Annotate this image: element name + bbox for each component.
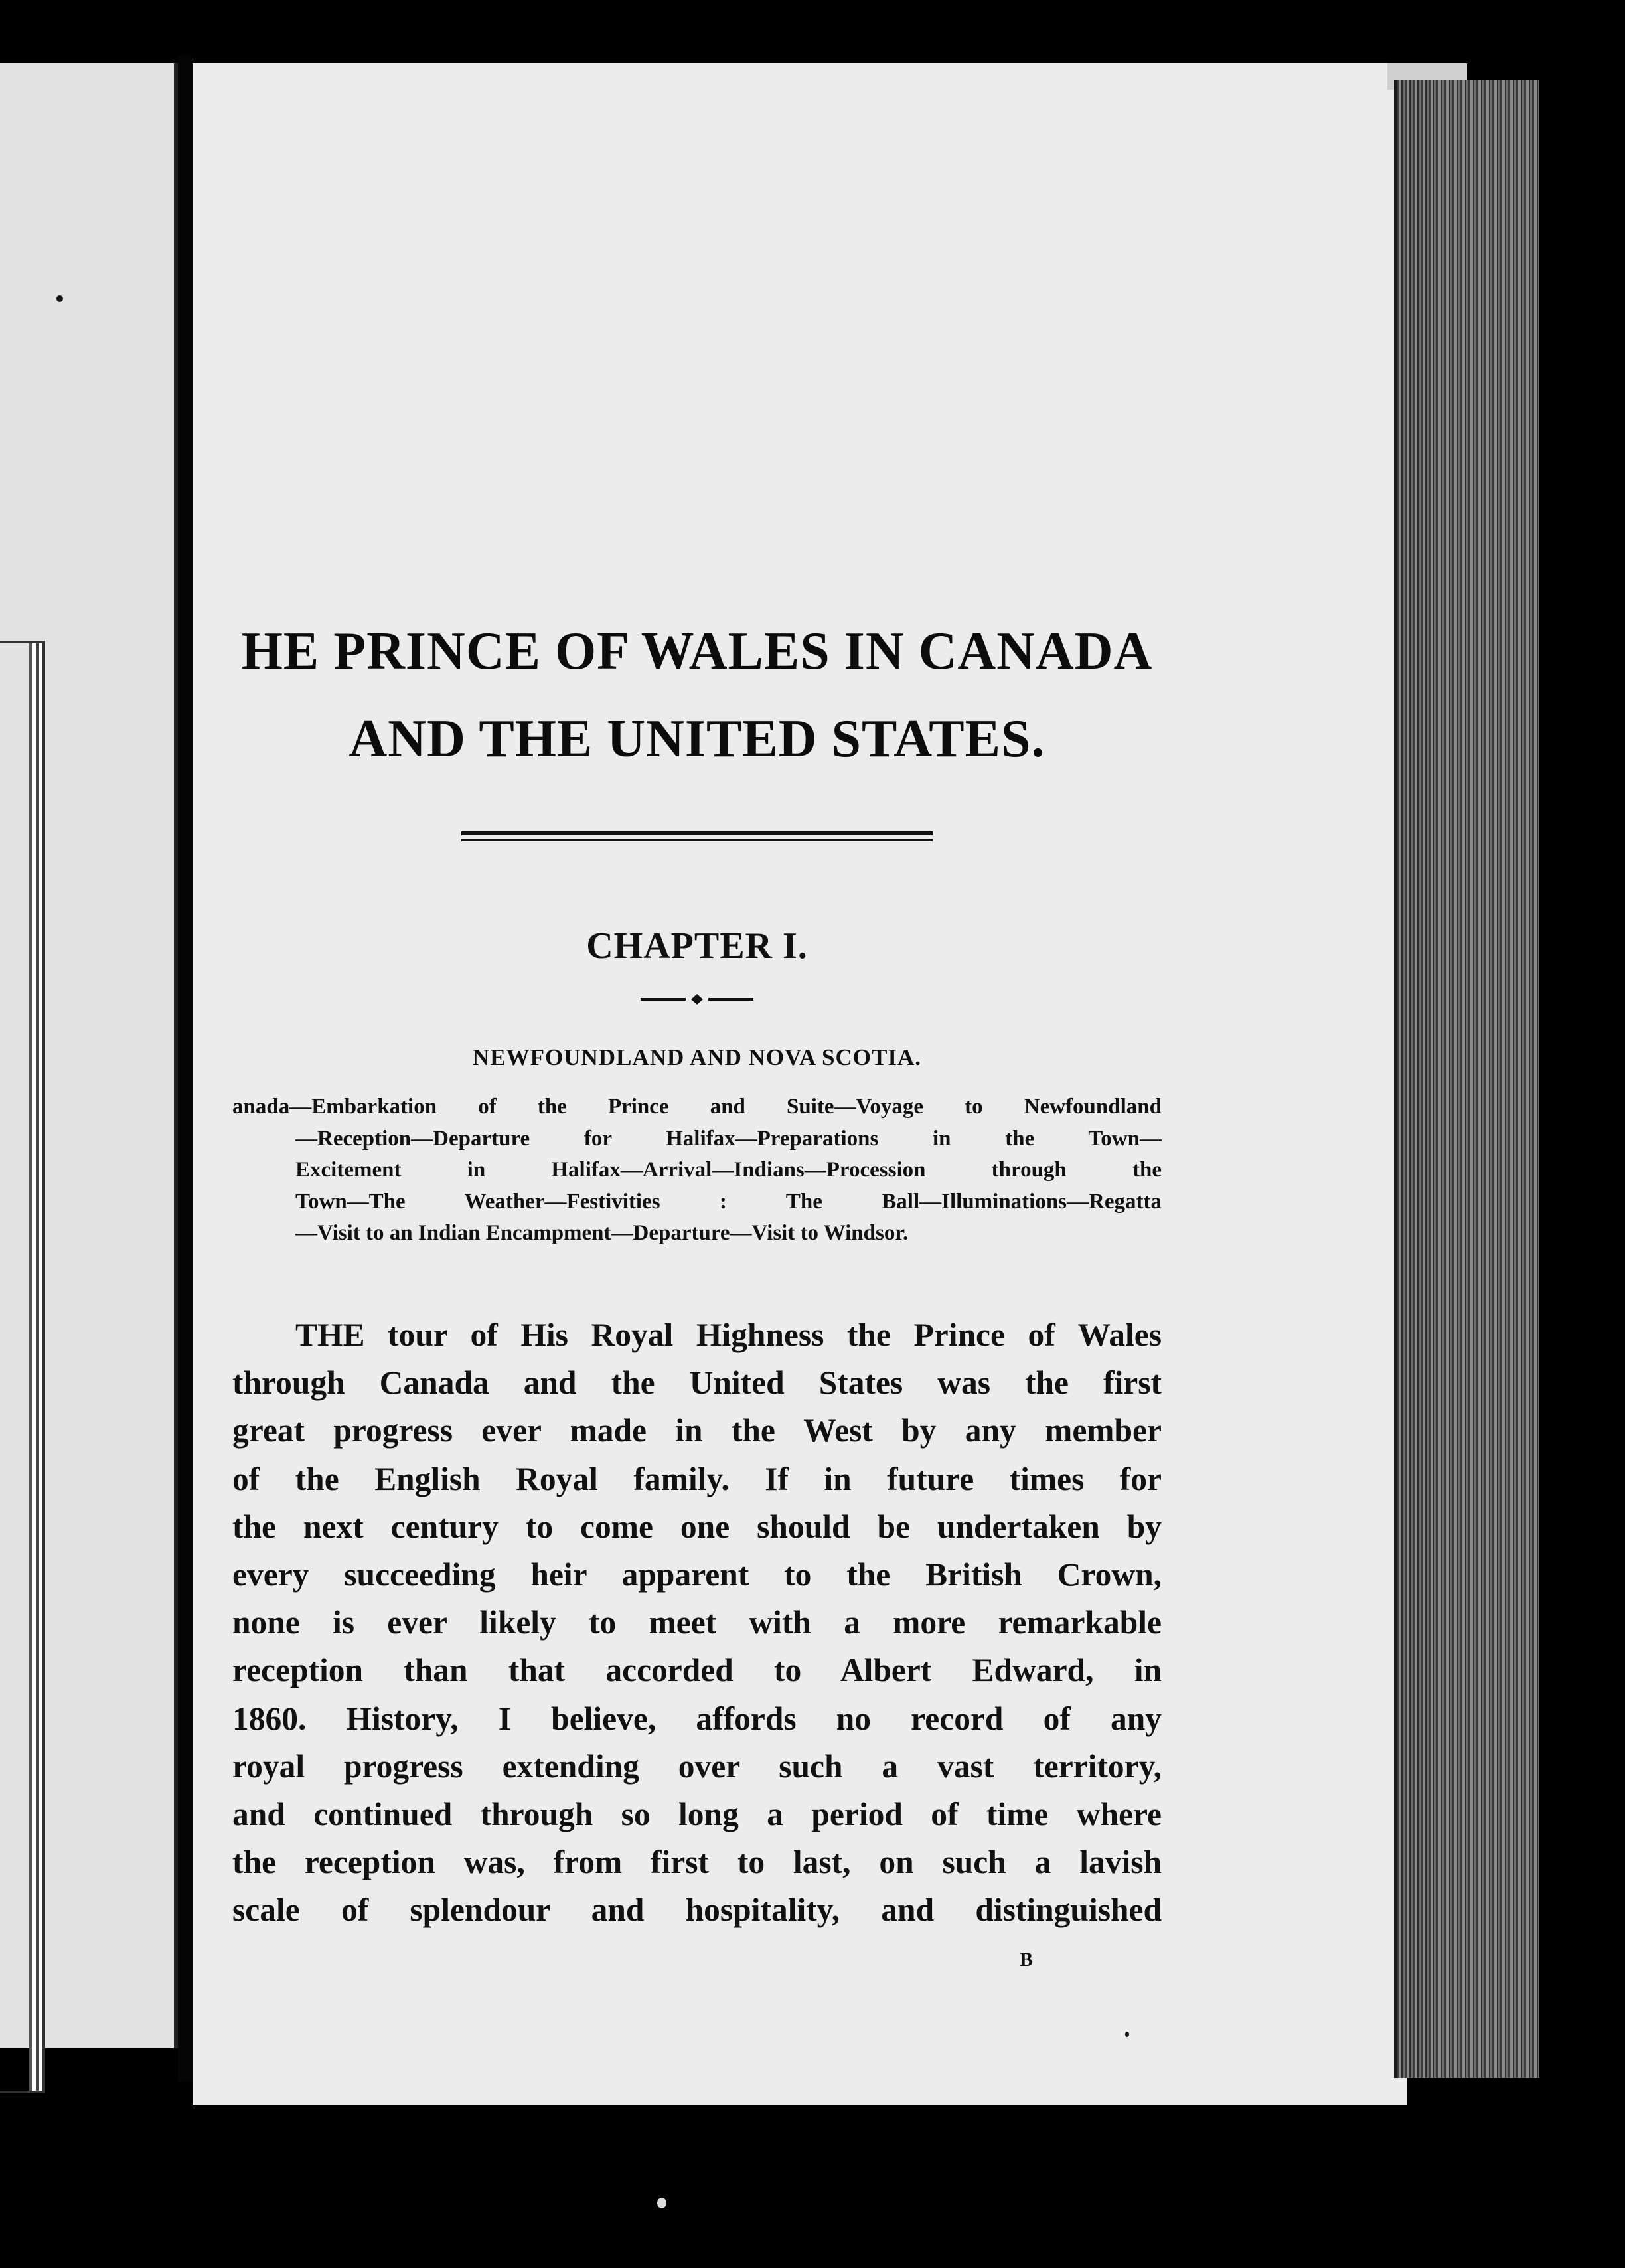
ink-speck [56,295,63,302]
synopsis-line: anada—Embarkation of the Prince and Suite—Voyage to Newfoundland [232,1095,1162,1119]
body-line: every succeeding heir apparent to the British Crown, [232,1556,1162,1593]
body-line: reception than that accorded to Albert Edward, in [232,1652,1162,1689]
facing-page [0,63,178,2048]
synopsis-line: —Visit to an Indian Encampment—Departure—Visit to Windsor. [295,1221,909,1245]
body-line: of the English Royal family. If in future times for [232,1460,1162,1497]
section-title: NEWFOUNDLAND AND NOVA SCOTIA. [473,1044,921,1070]
title-rule-thick [461,831,933,835]
book-title [232,608,1162,783]
body-line: the next century to come one should be undertaken by [232,1508,1162,1545]
body-line: through Canada and the United States was the first [232,1364,1162,1402]
body-line: THE tour of His Royal Highness the Prince of Wales [295,1317,1162,1353]
body-line: and continued through so long a period of time where [232,1795,1162,1832]
title-rule-thin [461,839,933,841]
body-line: the reception was, from first to last, on such a lavish [232,1844,1162,1881]
synopsis-line: Town—The Weather—Festivities : The Ball—Illuminations—Regatta [295,1189,1162,1214]
body-line: none is ever likely to meet with a more remarkable [232,1604,1162,1641]
body-line: great progress ever made in the West by any member [232,1412,1162,1449]
chapter-heading: CHAPTER I. [586,926,808,967]
book-gutter [178,56,193,2081]
book-title-line-2: AND THE UNITED STATES. [348,710,1045,768]
page-content [232,0,1162,2268]
body-line: royal progress extending over such a vast territory, [232,1747,1162,1785]
body-paragraph [232,1311,1162,1934]
ornament-divider-icon [641,993,753,1006]
facing-page-border-frame [0,641,45,2093]
chapter-synopsis [232,1092,1162,1250]
body-line: scale of splendour and hospitality, and distinguished [232,1892,1162,1929]
synopsis-line: —Reception—Departure for Halifax—Preparations in the Town— [295,1126,1162,1151]
body-line: 1860. History, I believe, affords no record of any [232,1700,1162,1737]
book-title-line-1: HE PRINCE OF WALES IN CANADA [241,622,1153,681]
signature-mark: B [1020,1949,1034,1971]
synopsis-line: Excitement in Halifax—Arrival—Indians—Procession through the [295,1158,1162,1182]
page-stack-edge [1394,80,1539,2078]
